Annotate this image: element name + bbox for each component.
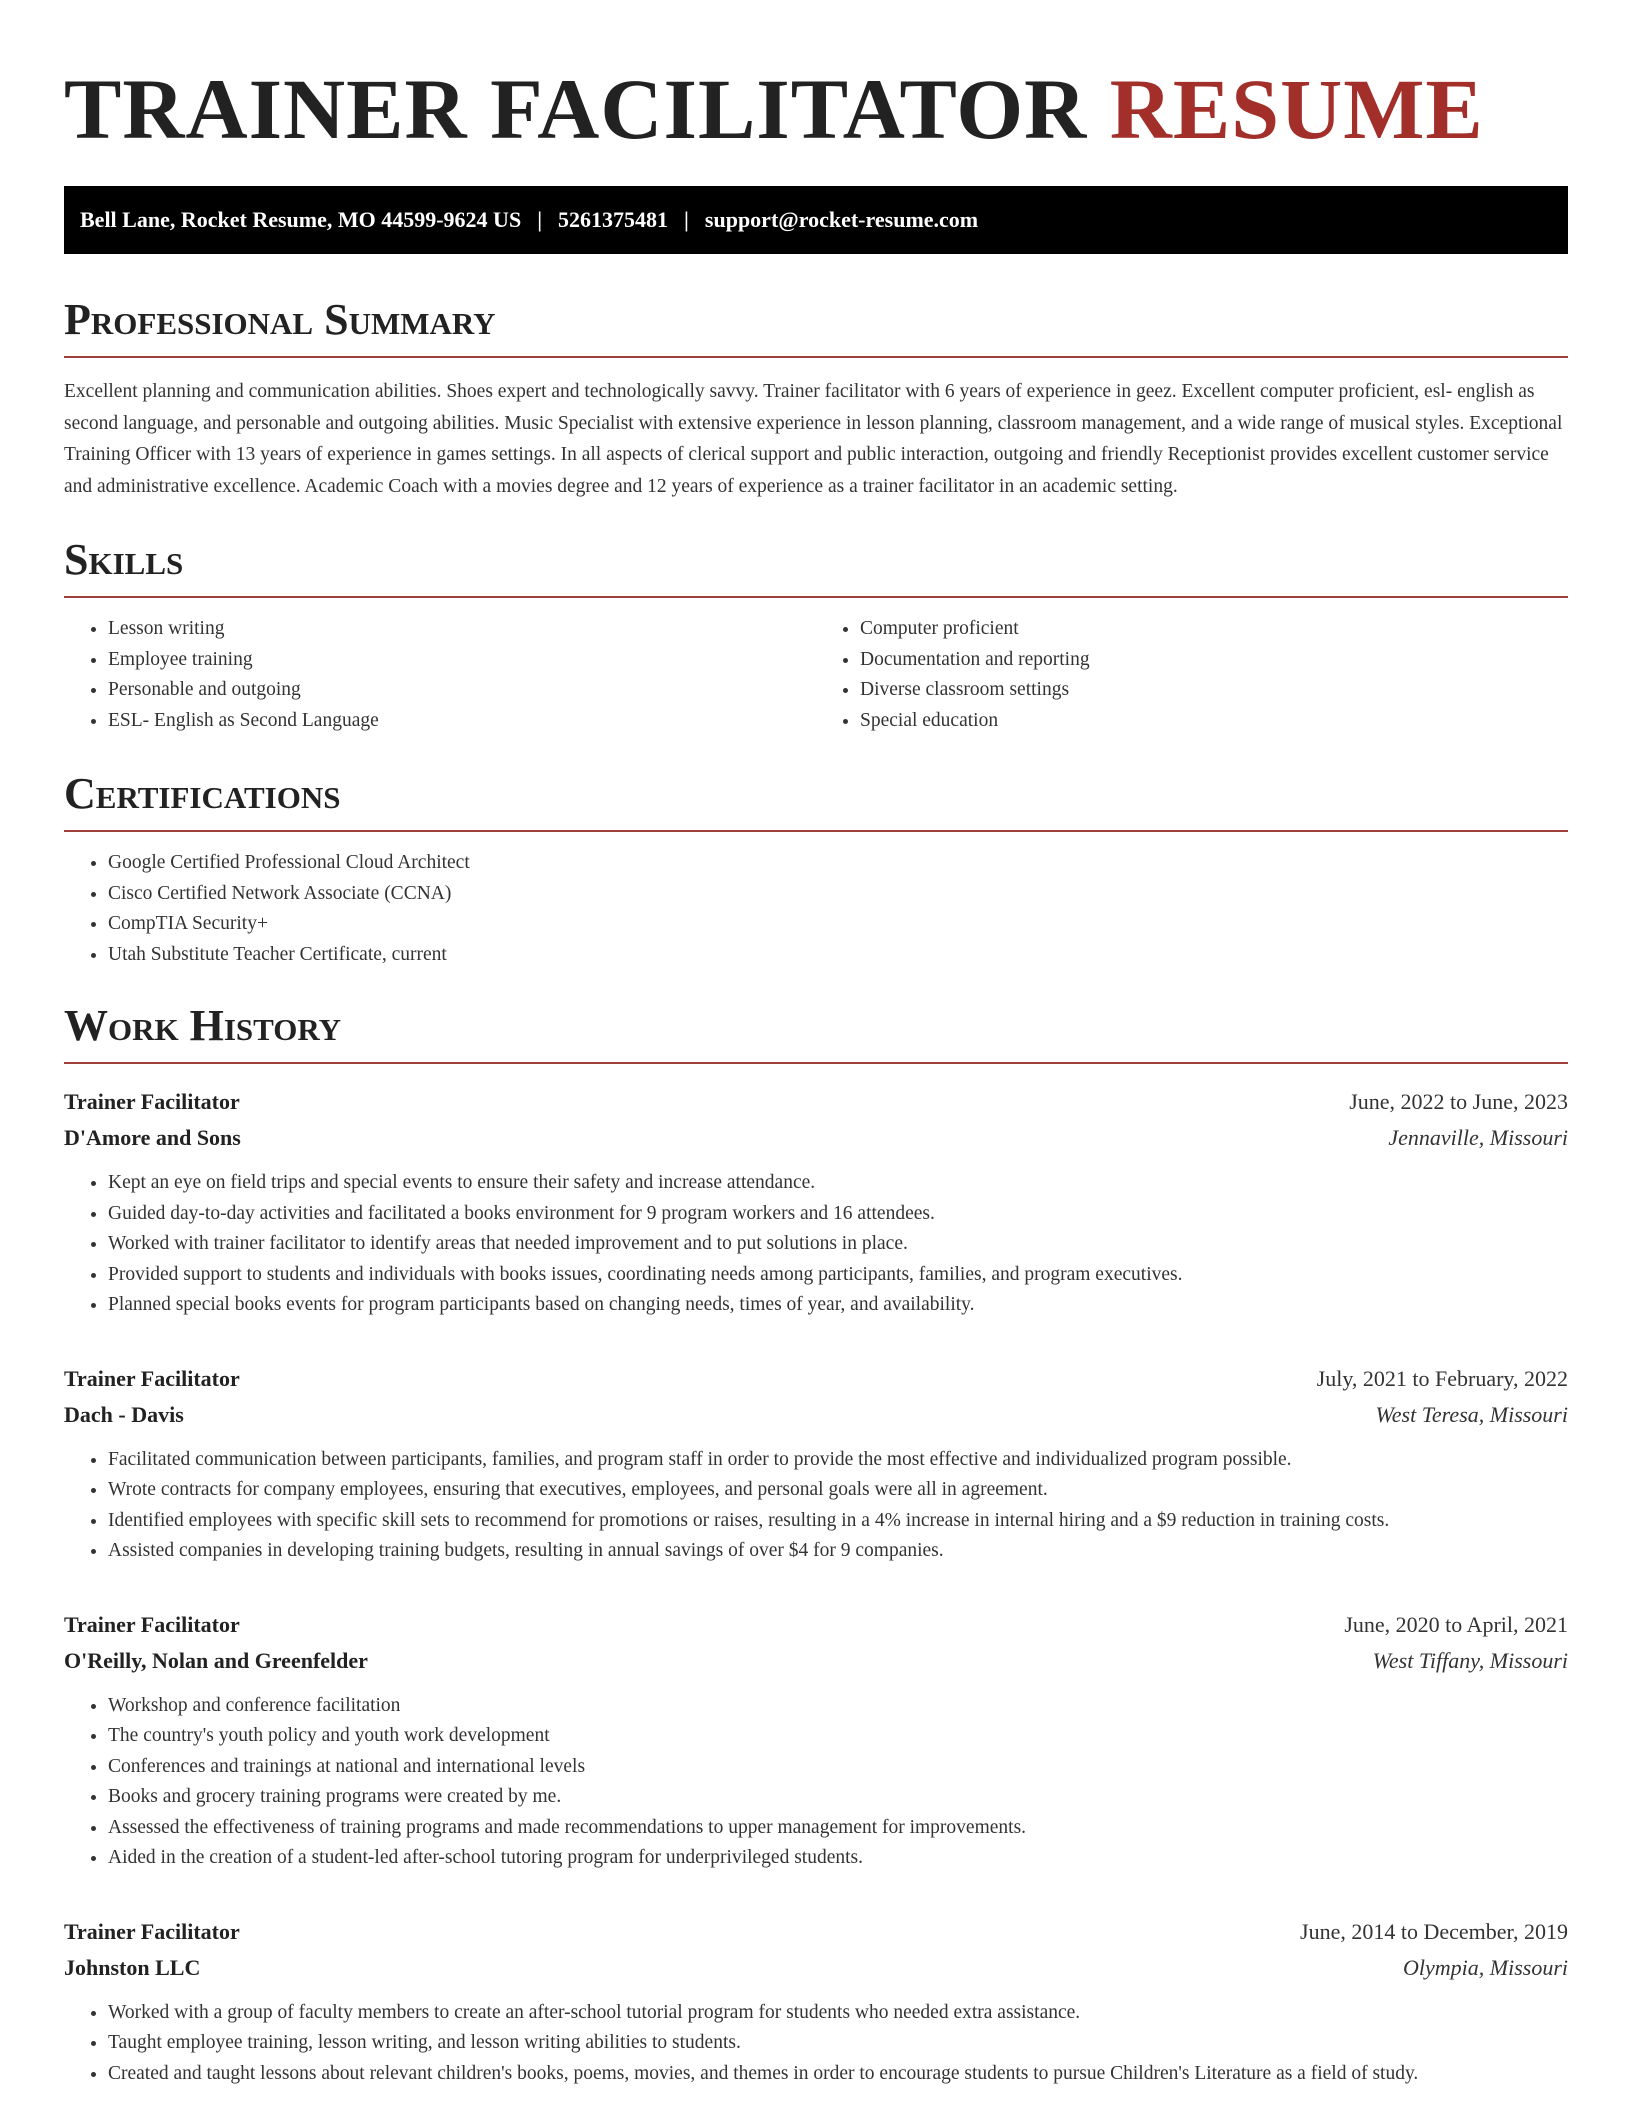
job-header-row xyxy=(64,1914,1568,1950)
skills-heading: Skills xyxy=(64,535,184,584)
job-bullet: • Identified employees with specific skill sets to recommend for promotions or raises, resulting in a 4% increase in internal hiring and a $9 reduction in training costs. xyxy=(108,1506,1568,1537)
job-company: O'Reilly, Nolan and Greenfelder xyxy=(64,1647,368,1673)
certification-item: • Utah Substitute Teacher Certificate, current xyxy=(108,940,1568,971)
job-dates: June, 2022 to June, 2023 xyxy=(1349,1089,1568,1114)
work-history-heading: Work History xyxy=(64,1001,342,1050)
job-bullet: • Conferences and trainings at national and international levels xyxy=(108,1752,1568,1783)
job-title: Trainer Facilitator xyxy=(64,1089,240,1114)
job-bullet: • Worked with a group of faculty members to create an after-school tutorial program for students who needed extra assistance. xyxy=(108,1998,1568,2029)
skills-list-right xyxy=(816,614,1568,736)
job-bullet: • The country's youth policy and youth work development xyxy=(108,1721,1568,1752)
job-bullets xyxy=(64,1445,1568,1567)
section-divider xyxy=(64,596,1568,598)
job-bullet: • Planned special books events for program participants based on changing needs, times of year, and availability. xyxy=(108,1290,1568,1321)
skill-item: • Employee training xyxy=(108,645,816,676)
job-header-row xyxy=(64,1361,1568,1397)
job-bullet: • Facilitated communication between participants, families, and program staff in order to provide the most effective and individualized program possible. xyxy=(108,1445,1568,1476)
summary-text: Excellent planning and communication abilities. Shoes expert and technologically savvy. Trainer facilitator with 6 years of experience in geez. Excellent computer proficient, esl- english as second language, and personable and outgoing abilities. Music Specialist with extensive experience in lesson planning, classroom management, and a wide range of musical styles. Exceptional Training Officer with 13 years of experience in games settings. In all aspects of clerical support and public interaction, outgoing and friendly Receptionist provides excellent customer service and administrative excellence. Academic Coach with a movies degree and 12 years of experience as a trainer facilitator in an academic setting. xyxy=(64,381,1563,497)
contact-phone: 5261375481 xyxy=(558,207,669,232)
job-bullets xyxy=(64,1998,1568,2090)
certifications-section xyxy=(64,769,1568,970)
skills-grid xyxy=(64,614,1568,736)
section-divider xyxy=(64,830,1568,832)
skills-section xyxy=(64,535,1568,736)
contact-email: support@rocket-resume.com xyxy=(704,207,979,232)
job-title: Trainer Facilitator xyxy=(64,1611,240,1637)
job-dates: July, 2021 to February, 2022 xyxy=(1316,1365,1568,1391)
certification-item: • Cisco Certified Network Associate (CCNA) xyxy=(108,879,1568,910)
section-divider xyxy=(64,356,1568,358)
summary-heading: Professional Summary xyxy=(64,295,496,344)
job-entry xyxy=(64,1361,1568,1567)
skill-item: • ESL- English as Second Language xyxy=(108,706,816,737)
certification-item: • Google Certified Professional Cloud Architect xyxy=(108,848,1568,879)
job-dates: June, 2014 to December, 2019 xyxy=(1300,1918,1568,1944)
skill-item: • Computer proficient xyxy=(860,614,1568,645)
job-bullet: • Wrote contracts for company employees, ensuring that executives, employees, and personal goals were all in agreement. xyxy=(108,1475,1568,1506)
job-company-row xyxy=(64,1120,1568,1156)
skill-item: • Special education xyxy=(860,706,1568,737)
job-company: D'Amore and Sons xyxy=(64,1125,241,1150)
skill-item: • Personable and outgoing xyxy=(108,675,816,706)
job-bullet: • Assisted companies in developing training budgets, resulting in annual savings of over $4 for 9 companies. xyxy=(108,1536,1568,1567)
job-location: West Teresa, Missouri xyxy=(1375,1401,1568,1427)
skills-list-left xyxy=(64,614,816,736)
job-entry xyxy=(64,1607,1568,1874)
skill-item: • Lesson writing xyxy=(108,614,816,645)
work-history-section xyxy=(64,1001,1568,2089)
contact-separator: | xyxy=(684,207,689,232)
job-location: Olympia, Missouri xyxy=(1403,1954,1568,1980)
contact-address: Bell Lane, Rocket Resume, MO 44599-9624 US xyxy=(80,207,522,232)
job-bullet: • Aided in the creation of a student-led after-school tutoring program for underprivileged students. xyxy=(108,1843,1568,1874)
job-header-row xyxy=(64,1084,1568,1120)
job-bullet: • Provided support to students and individuals with books issues, coordinating needs among participants, families, and program executives. xyxy=(108,1260,1568,1291)
job-entry xyxy=(64,1084,1568,1321)
job-bullet: • Worked with trainer facilitator to identify areas that needed improvement and to put solutions in place. xyxy=(108,1229,1568,1260)
job-company-row xyxy=(64,1643,1568,1679)
job-company-row xyxy=(64,1397,1568,1433)
job-location: Jennaville, Missouri xyxy=(1388,1125,1568,1150)
job-entry xyxy=(64,1914,1568,2090)
certifications-list xyxy=(64,848,1568,970)
skill-item: • Diverse classroom settings xyxy=(860,675,1568,706)
title-main: TRAINER FACILITATOR xyxy=(64,61,1088,157)
certification-item: • CompTIA Security+ xyxy=(108,909,1568,940)
summary-section xyxy=(64,295,1568,502)
job-title: Trainer Facilitator xyxy=(64,1918,240,1944)
contact-separator: | xyxy=(537,207,543,232)
title-accent: RESUME xyxy=(1109,61,1484,157)
job-bullet: • Assessed the effectiveness of training programs and made recommendations to upper management for improvements. xyxy=(108,1813,1568,1844)
job-bullet: • Taught employee training, lesson writing, and lesson writing abilities to students. xyxy=(108,2028,1568,2059)
job-title: Trainer Facilitator xyxy=(64,1365,240,1391)
job-company: Johnston LLC xyxy=(64,1954,201,1980)
job-bullet: • Workshop and conference facilitation xyxy=(108,1691,1568,1722)
certifications-heading: Certifications xyxy=(64,769,341,818)
job-bullets xyxy=(64,1168,1568,1321)
section-divider xyxy=(64,1062,1568,1064)
job-bullet: • Guided day-to-day activities and facilitated a books environment for 9 program workers and 16 attendees. xyxy=(108,1199,1568,1230)
job-company: Dach - Davis xyxy=(64,1401,184,1427)
job-bullets xyxy=(64,1691,1568,1874)
job-header-row xyxy=(64,1607,1568,1643)
job-bullet: • Kept an eye on field trips and special events to ensure their safety and increase attendance. xyxy=(108,1168,1568,1199)
job-company-row xyxy=(64,1950,1568,1986)
contact-bar xyxy=(64,186,1568,254)
skills-column-right xyxy=(816,614,1568,736)
skill-item: • Documentation and reporting xyxy=(860,645,1568,676)
resume-title xyxy=(64,61,1568,157)
job-dates: June, 2020 to April, 2021 xyxy=(1344,1611,1568,1637)
skills-column-left xyxy=(64,614,816,736)
job-bullet: • Books and grocery training programs were created by me. xyxy=(108,1782,1568,1813)
job-location: West Tiffany, Missouri xyxy=(1372,1647,1568,1673)
job-bullet: • Created and taught lessons about relevant children's books, poems, movies, and themes in order to encourage students to pursue Children's Literature as a field of study. xyxy=(108,2059,1568,2090)
